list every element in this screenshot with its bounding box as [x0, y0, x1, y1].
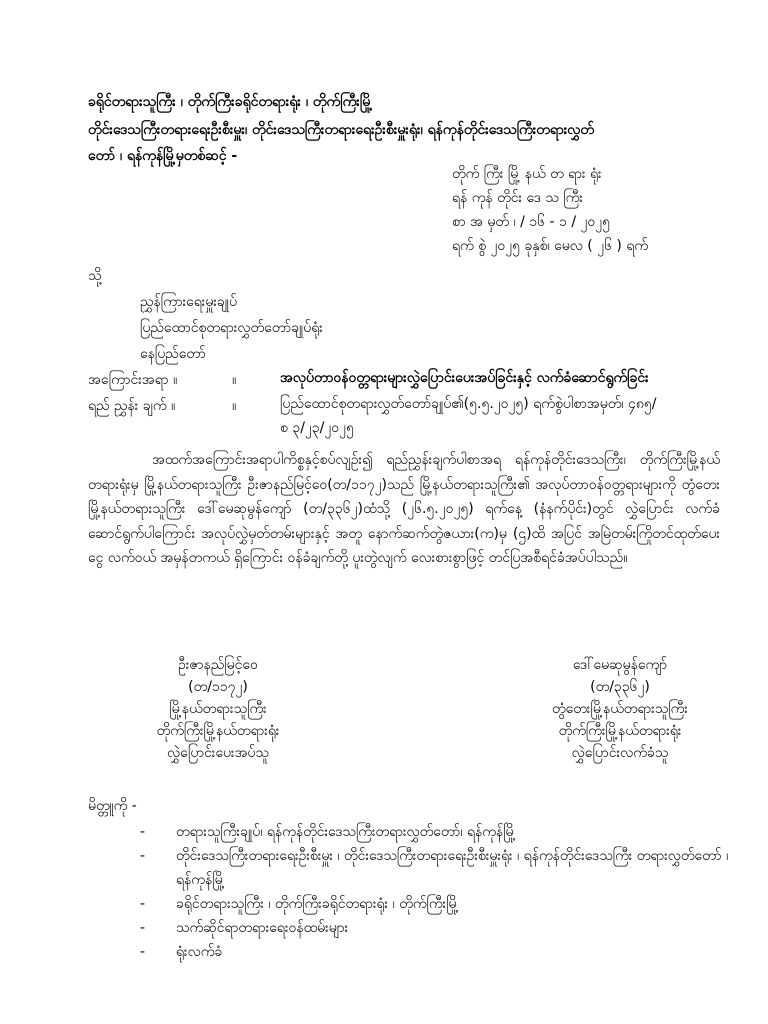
recipient-title: ညွှန်ကြားရေးမှူးချုပ်	[140, 294, 237, 310]
reference-date: ရက် စွဲ ၂၀၂၅ ခုနှစ်၊ မေလ ( ၂၆ ) ရက်	[452, 238, 649, 254]
header-line-1: ခရိုင်တရားသူကြီး ၊ တိုက်ကြီးခရိုင်တရားရုံး ၊ တိုက်ကြီးမြို့	[88, 94, 373, 110]
receiver-name: ဒေါ်မေဆုမွန်ကျော်	[572, 657, 668, 673]
copies-item-text: ရုံးလက်ခံ	[176, 944, 223, 960]
subject-text: အလုပ်တာဝန်ဝတ္တရားများလွှဲပြောင်းပေးအပ်ခြင်းနှင့် လက်ခံဆောင်ရွက်ခြင်း	[280, 370, 649, 386]
list-dash: -	[140, 920, 146, 936]
list-dash: -	[140, 824, 146, 840]
copies-item-text: သက်ဆိုင်ရာတရားရေးဝန်ထမ်းများ	[176, 920, 349, 936]
sender-id: (တ/၁၁၇၂)	[188, 679, 248, 695]
subject-mark: ။	[232, 372, 237, 388]
reference-region: ရန် ကုန် တိုင်း ဒေ သ ကြီး	[452, 190, 583, 206]
recipient-city: နေပြည်တော်	[140, 346, 206, 362]
reference-letter-number: စာ အ မှတ် ၊ / ၁၆ - ၁ / ၂၀၂၅	[452, 214, 610, 230]
list-dash: -	[140, 848, 146, 864]
reference-doc-text-2: စ ၃/၂၃/၂၀၂၅	[280, 420, 354, 436]
reference-doc-label: ရည် ညွှန်း ချက် ။	[88, 398, 176, 414]
list-dash: -	[140, 896, 146, 912]
body-paragraph: အထက်အကြောင်းအရာပါကိစ္စနှင့်စပ်လျဉ်း၍ ရည်ညွှန်းချက်ပါစာအရ ရန်ကုန်တိုင်းဒေသကြီး၊ တိုက်ကြီးမြို့နယ်တရားရုံးမှ မြို့နယ်တရားသူကြီး ဦးဇာနည်မြင့်ဝေ(တ/၁၁၇၂)သည် မြို့နယ်တရားသူကြီး၏ အလုပ်တာဝန်ဝတ္တရားများကို တွံတေးမြို့နယ်တရားသူကြီး ဒေါ်မေဆုမွန်ကျော် (တ/၃၃၆၂)ထံသို့ (၂၆.၅.၂၀၂၅) ရက်နေ့ (နံနက်ပိုင်း)တွင် လွှဲပြောင်း လက်ခံဆောင်ရွက်ပါကြောင်း အလုပ်လွှဲမှတ်တမ်းများနှင့် အတူ နောက်ဆက်တွဲဇယား(က)မှ (ဌ)ထိ အပြင် အမြဲတမ်းကြိုတင်ထုတ်ပေးငွေ လက်ဝယ် အမှန်တကယ် ရှိကြောင်း ဝန်ခံချက်တို့ ပူးတွဲလျက် လေးစားစွာဖြင့် တင်ပြအစီရင်ခံအပ်ပါသည်။	[88, 452, 720, 566]
sender-name: ဦးဇာနည်မြင့်ဝေ	[178, 657, 258, 673]
receiver-office: တိုက်ကြီးမြို့နယ်တရားရုံး	[558, 723, 682, 739]
copies-label: မိတ္တူကို -	[88, 798, 137, 814]
copies-item-text: ခရိုင်တရားသူကြီး ၊ တိုက်ကြီးခရိုင်တရားရုံး ၊ တိုက်ကြီးမြို့	[176, 896, 459, 912]
signature-block-sender	[98, 654, 338, 764]
copies-item	[140, 916, 730, 940]
reference-doc-mark: ။	[232, 398, 237, 414]
copies-item-text: တရားသူကြီးချုပ်၊ ရန်ကုန်တိုင်းဒေသကြီးတရားလွှတ်တော်၊ ရန်ကုန်မြို့	[176, 824, 516, 840]
header-line-2: တိုင်းဒေသကြီးတရားရေးဦးစီးမှူး၊ တိုင်းဒေသကြီးတရားရေးဦးစီးမှူးရုံး၊ ရန်ကုန်တိုင်းဒေသကြီးတရားလွှတ်	[88, 122, 595, 138]
recipient-office: ပြည်ထောင်စုတရားလွှတ်တော်ချုပ်ရုံး	[140, 320, 323, 336]
list-dash: -	[140, 944, 146, 960]
copies-item	[140, 820, 730, 844]
letter-body	[88, 448, 720, 571]
sender-role: လွှဲပြောင်းပေးအပ်သူ	[167, 745, 269, 761]
sender-title: မြို့နယ်တရားသူကြီး	[169, 701, 267, 717]
sender-office: တိုက်ကြီးမြို့နယ်တရားရုံး	[156, 723, 280, 739]
reference-office: တိုက် ကြီး မြို့ နယ် တ ရား ရုံး	[452, 166, 602, 182]
copies-item	[140, 892, 730, 916]
receiver-id: (တ/၃၃၆၂)	[590, 679, 650, 695]
copies-item-text: တိုင်းဒေသကြီးတရားရေးဦးစီးမှူး ၊ တိုင်းဒေသကြီးတရားရေးဦးစီးမှူးရုံး ၊ ရန်ကုန်တိုင်းဒေသကြီး တရားလွှတ်တော် ၊ ရန်ကုန်မြို့	[176, 848, 729, 888]
subject-label: အကြောင်းအရာ ။	[88, 372, 178, 388]
reference-doc-text-1: ပြည်ထောင်စုတရားလွှတ်တော်ချုပ်၏(၅.၅.၂၀၂၅) ရက်စွဲပါစာအမှတ်၊ ၄၈၅/	[280, 396, 657, 412]
copies-item	[140, 844, 730, 892]
signature-block-receiver	[500, 654, 740, 764]
recipient-to: သို့	[88, 268, 102, 284]
receiver-title: တွံတေးမြို့နယ်တရားသူကြီး	[552, 701, 688, 717]
receiver-role: လွှဲပြောင်းလက်ခံသူ	[571, 745, 669, 761]
copies-item	[140, 940, 730, 964]
header-line-3: တော် ၊ ရန်ကုန်မြို့မှတစ်ဆင့် -	[88, 148, 238, 164]
copies-list	[140, 820, 730, 964]
